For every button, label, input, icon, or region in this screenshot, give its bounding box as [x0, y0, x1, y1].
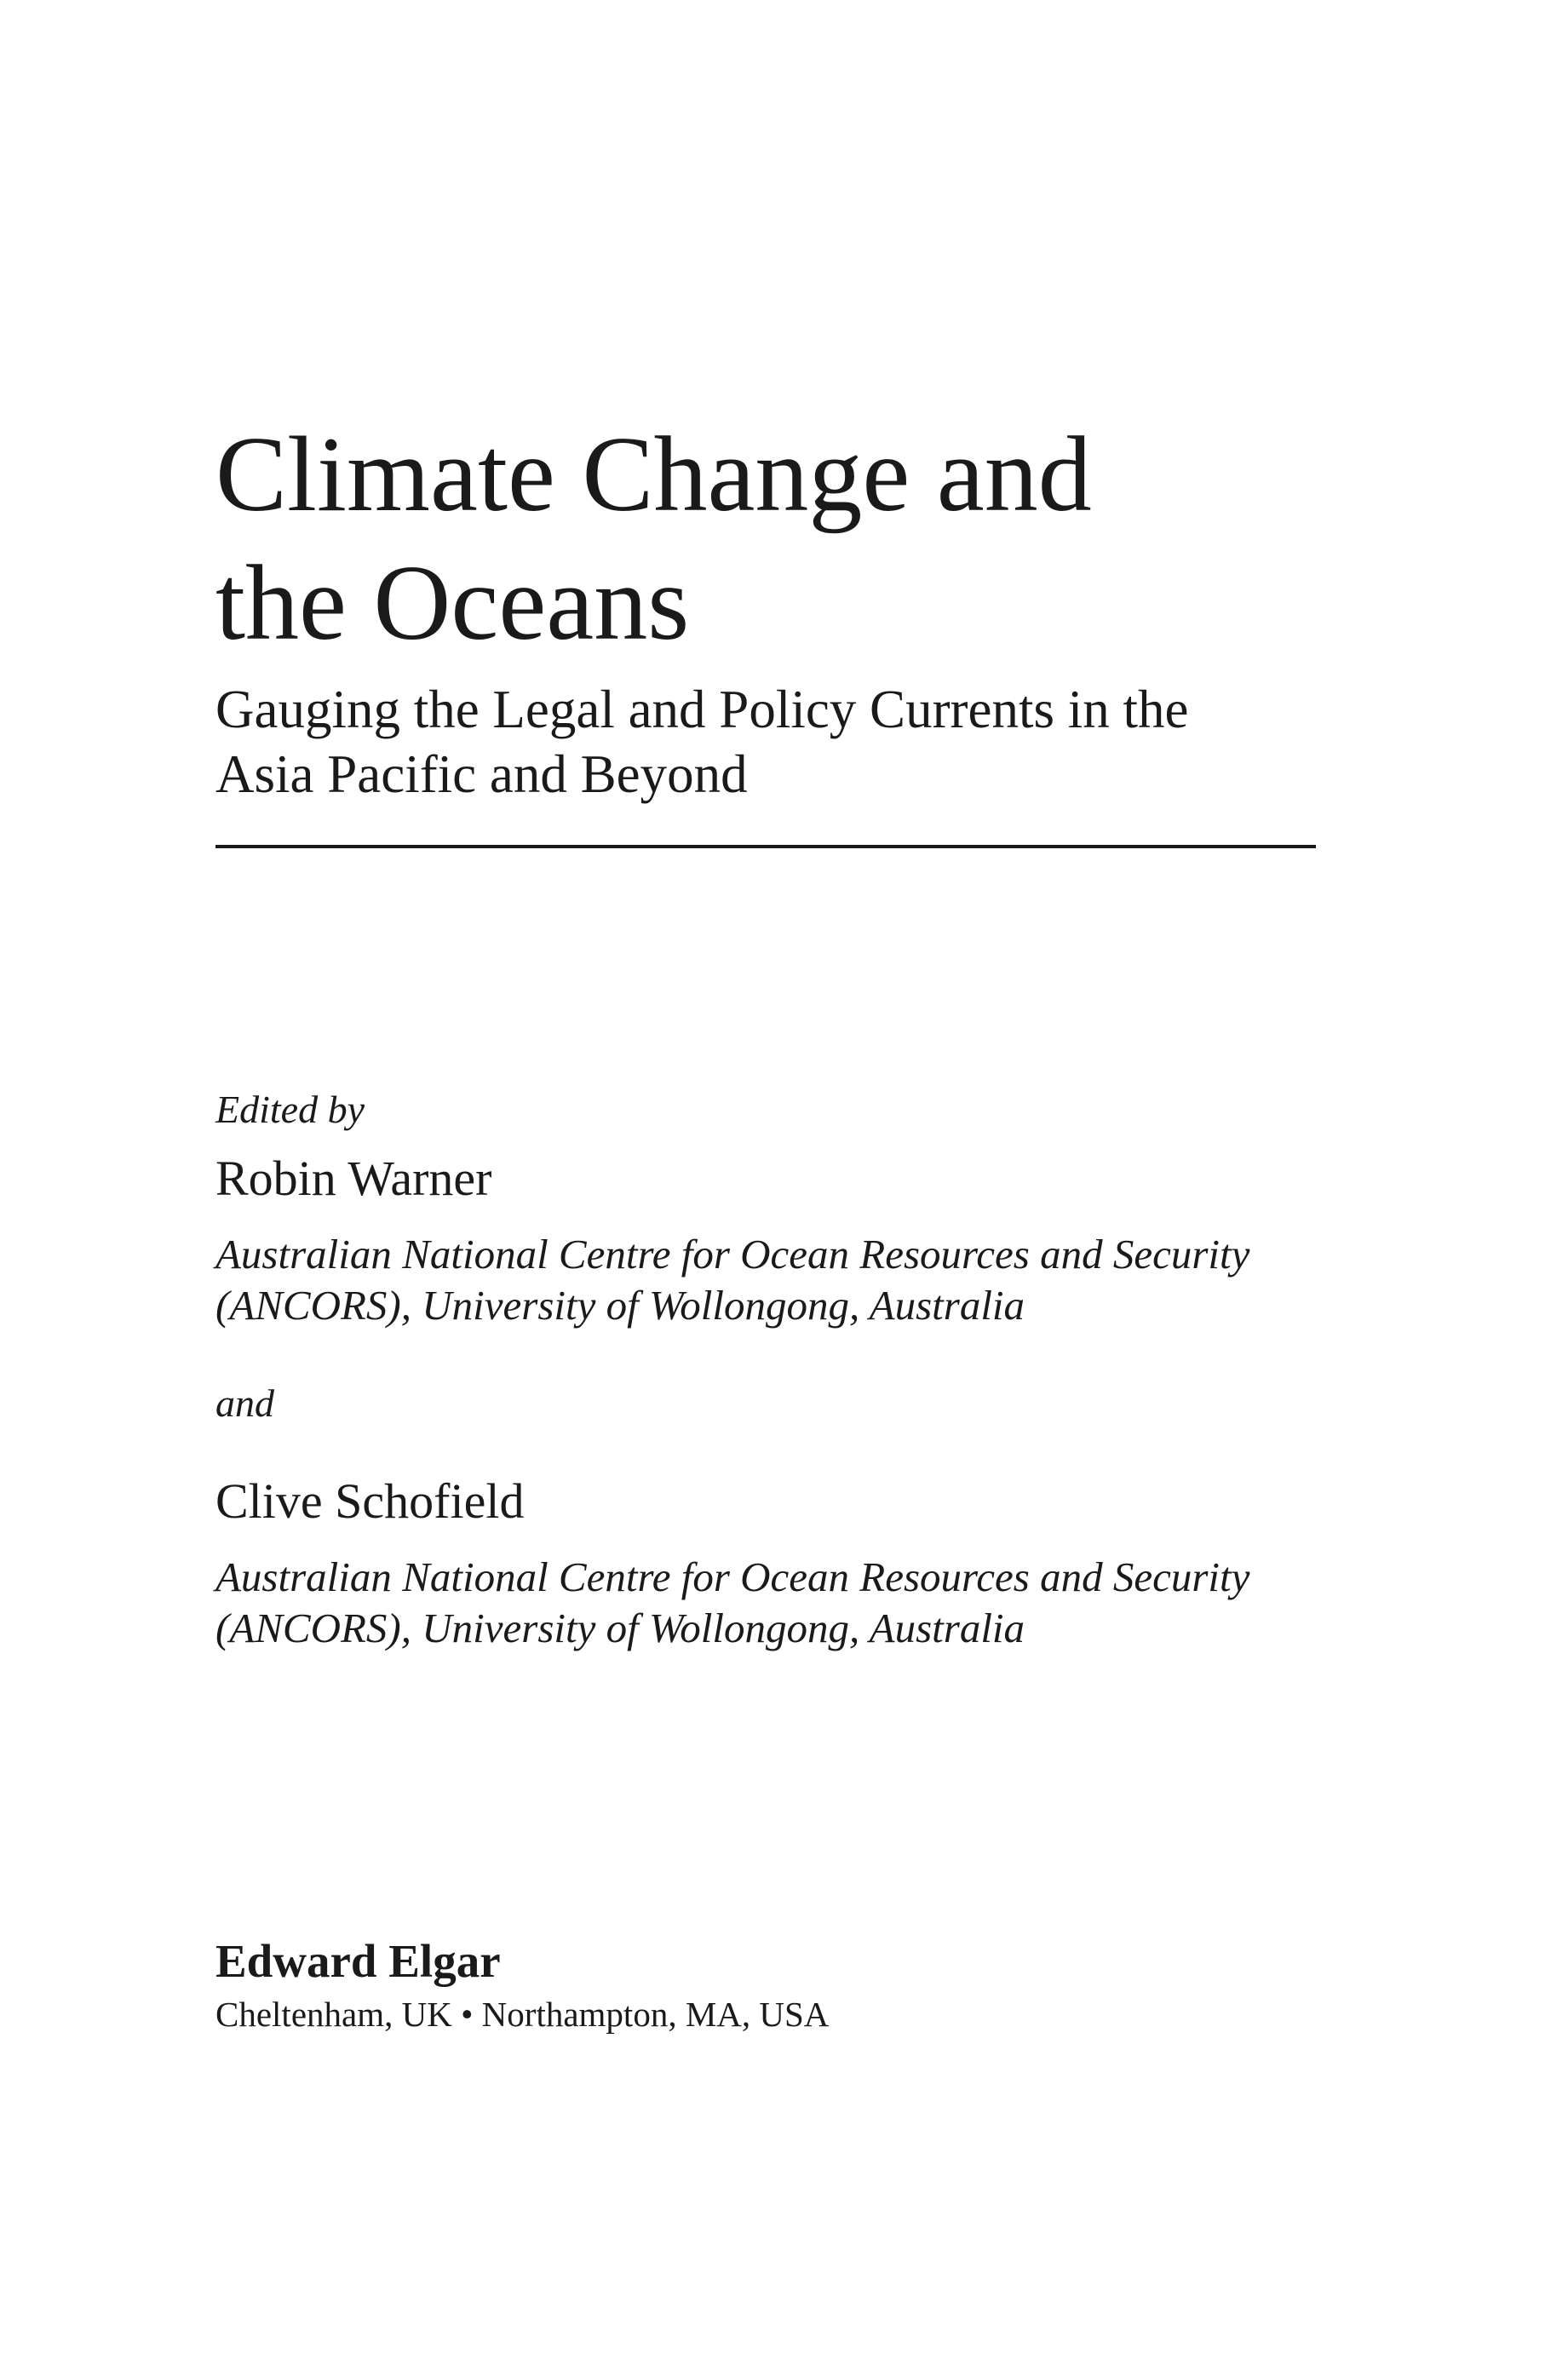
- editor-affiliation-2-line-1: Australian National Centre for Ocean Resources and Security: [215, 1553, 1250, 1600]
- book-title-line-1: Climate Change and: [215, 416, 1092, 534]
- publisher-name: Edward Elgar: [215, 1935, 501, 1987]
- publisher-locations: Cheltenham, UK • Northampton, MA, USA: [215, 1995, 830, 2034]
- editor-affiliation-2: [215, 1552, 1408, 1654]
- editor-affiliation-1: [215, 1229, 1408, 1331]
- editor-name-2: Clive Schofield: [215, 1473, 525, 1529]
- editor-affiliation-1-line-2: (ANCORS), University of Wollongong, Australia: [215, 1282, 1025, 1329]
- editor-affiliation-2-line-2: (ANCORS), University of Wollongong, Australia: [215, 1605, 1025, 1651]
- book-title: [215, 411, 1408, 668]
- edited-by-label: Edited by: [215, 1088, 365, 1131]
- title-divider-rule: [215, 845, 1316, 848]
- book-subtitle-line-1: Gauging the Legal and Policy Currents in the: [215, 680, 1189, 739]
- book-subtitle-line-2: Asia Pacific and Beyond: [215, 744, 748, 804]
- book-title-line-2: the Oceans: [215, 544, 690, 663]
- and-conjunction: and: [215, 1381, 274, 1425]
- book-subtitle: [215, 677, 1408, 807]
- editor-affiliation-1-line-1: Australian National Centre for Ocean Resources and Security: [215, 1231, 1250, 1277]
- editor-name-1: Robin Warner: [215, 1151, 492, 1206]
